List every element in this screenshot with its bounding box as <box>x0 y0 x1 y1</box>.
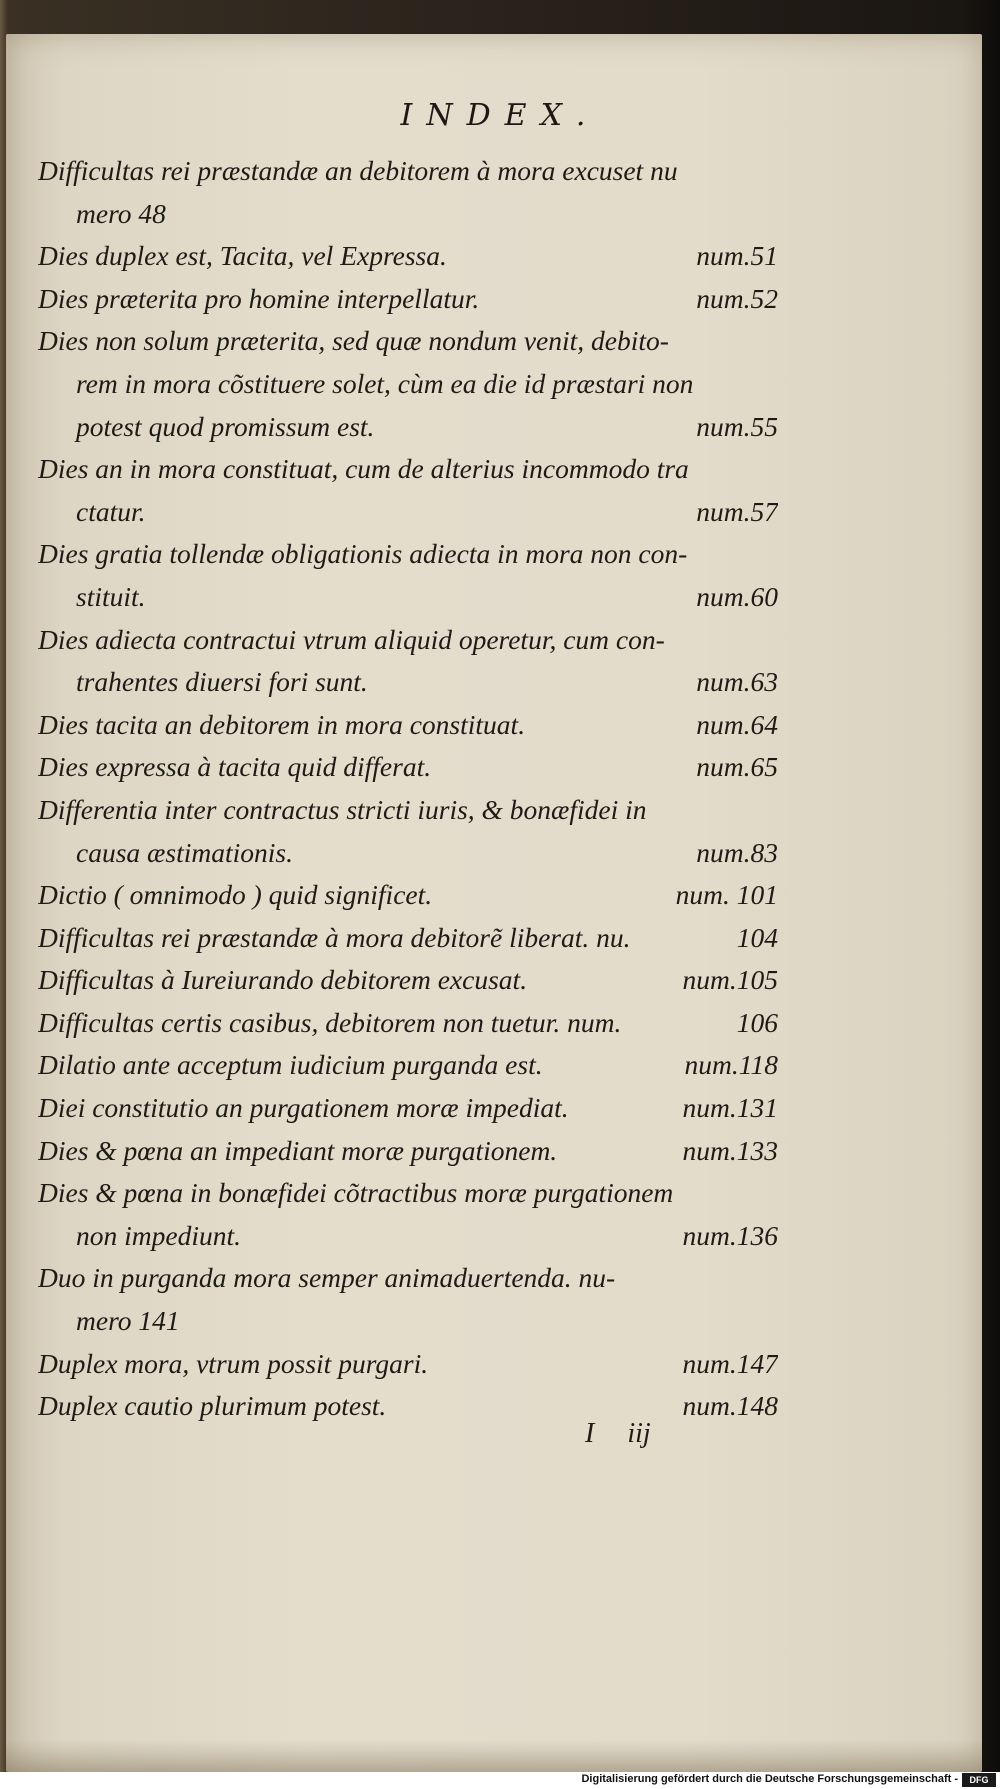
entry-text: Dies & pœna an impediant moræ purgationem. <box>38 1134 558 1166</box>
entry-headword-line <box>38 959 778 1002</box>
entry-text: non impediunt. <box>76 1219 241 1251</box>
entry-text: Dies gratia tollendæ obligationis adiecta in mora non con- <box>38 538 688 570</box>
entry-continuation-line <box>38 491 778 534</box>
index-entry <box>38 1172 778 1257</box>
entry-reference: num.57 <box>696 495 778 527</box>
entry-continuation-line <box>38 1300 778 1343</box>
entry-reference: num.64 <box>696 708 778 740</box>
entry-text: Dies adiecta contractui vtrum aliquid operetur, cum con- <box>38 623 665 655</box>
entry-text: Duplex cautio plurimum potest. <box>38 1390 387 1422</box>
entry-headword-line <box>38 789 778 832</box>
entry-text: stituit. <box>76 580 146 612</box>
index-entry <box>38 1130 778 1173</box>
entry-headword-line <box>38 278 778 321</box>
entry-headword-line <box>38 1343 778 1386</box>
running-head: INDEX. <box>400 98 600 133</box>
entry-headword-line <box>38 1130 778 1173</box>
index-entry <box>38 1044 778 1087</box>
entry-headword-line <box>38 1002 778 1045</box>
entry-text: Dies præterita pro homine interpellatur. <box>38 282 480 314</box>
index-entry <box>38 619 778 704</box>
digitization-footer <box>0 1772 1000 1789</box>
entry-headword-line <box>38 1257 778 1300</box>
entry-reference: 106 <box>736 1006 778 1038</box>
entry-headword-line <box>38 448 778 491</box>
entry-reference: num.131 <box>682 1092 778 1124</box>
entry-reference: num.136 <box>682 1219 778 1251</box>
entry-reference: num. 101 <box>675 879 778 911</box>
index-entry <box>38 1002 778 1045</box>
index-entry <box>38 1385 778 1428</box>
entry-continuation-line <box>38 661 778 704</box>
entry-headword-line <box>38 917 778 960</box>
entry-text: mero 141 <box>76 1305 180 1337</box>
entry-headword-line <box>38 150 778 193</box>
index-entry <box>38 704 778 747</box>
entry-text: causa æstimationis. <box>76 836 293 868</box>
entry-text: rem in mora cõstituere solet, cùm ea die id præstari non <box>76 367 694 399</box>
index-entry <box>38 959 778 1002</box>
entry-text: Differentia inter contractus stricti iuris, & bonæfidei in <box>38 793 647 825</box>
entry-text: mero 48 <box>76 197 166 229</box>
entry-headword-line <box>38 1172 778 1215</box>
index-entry <box>38 874 778 917</box>
entry-reference: 104 <box>736 921 778 953</box>
entry-reference: num.60 <box>696 580 778 612</box>
entry-reference: num.147 <box>682 1347 778 1379</box>
index-entry <box>38 1087 778 1130</box>
entry-reference: num.105 <box>682 964 778 996</box>
footer-credit: Digitalisierung gefördert durch die Deutsche Forschungsgemeinschaft - <box>581 1773 958 1785</box>
entry-headword-line <box>38 1044 778 1087</box>
entry-headword-line <box>38 320 778 363</box>
entry-text: Dies expressa à tacita quid differat. <box>38 751 432 783</box>
entry-headword-line <box>38 619 778 662</box>
entry-reference: num.55 <box>696 410 778 442</box>
entry-text: trahentes diuersi fori sunt. <box>76 666 368 698</box>
entry-text: Dies & pœna in bonæfidei cõtractibus moræ purgationem <box>38 1177 674 1209</box>
entry-reference: num.63 <box>696 666 778 698</box>
index-entry <box>38 278 778 321</box>
entry-text: Dies an in mora constituat, cum de alterius incommodo tra <box>38 453 689 485</box>
entry-headword-line <box>38 874 778 917</box>
entry-text: Dies tacita an debitorem in mora constituat. <box>38 708 526 740</box>
entry-text: Difficultas certis casibus, debitorem non tuetur. num. <box>38 1006 622 1038</box>
entry-text: potest quod promissum est. <box>76 410 375 442</box>
entry-continuation-line <box>38 193 778 236</box>
index-list <box>38 150 778 1428</box>
entry-reference: num.133 <box>682 1134 778 1166</box>
entry-reference: num.148 <box>682 1390 778 1422</box>
entry-text: Dies duplex est, Tacita, vel Expressa. <box>38 240 447 272</box>
index-entry <box>38 1257 778 1342</box>
entry-continuation-line <box>38 832 778 875</box>
entry-reference: num.83 <box>696 836 778 868</box>
index-entry <box>38 448 778 533</box>
entry-text: Difficultas à Iureiurando debitorem excusat. <box>38 964 528 996</box>
index-entry <box>38 1343 778 1386</box>
entry-text: Duo in purganda mora semper animaduertenda. nu- <box>38 1262 616 1294</box>
entry-text: Diei constitutio an purgationem moræ impediat. <box>38 1092 569 1124</box>
entry-text: ctatur. <box>76 495 146 527</box>
index-entry <box>38 746 778 789</box>
entry-continuation-line <box>38 363 778 406</box>
page-edge-shadow <box>6 1740 982 1772</box>
entry-text: Dies non solum præterita, sed quæ nondum venit, debito- <box>38 325 669 357</box>
entry-reference: num.51 <box>696 240 778 272</box>
entry-reference: num.118 <box>684 1049 778 1081</box>
entry-headword-line <box>38 235 778 278</box>
index-entry <box>38 150 778 235</box>
entry-headword-line <box>38 1087 778 1130</box>
entry-text: Dilatio ante acceptum iudicium purganda est. <box>38 1049 543 1081</box>
index-entry <box>38 533 778 618</box>
entry-text: Duplex mora, vtrum possit purgari. <box>38 1347 429 1379</box>
entry-text: Difficultas rei præstandæ à mora debitorẽ liberat. nu. <box>38 921 631 953</box>
entry-text: Difficultas rei præstandæ an debitorem à mora excuset nu <box>38 155 678 186</box>
index-entry <box>38 235 778 278</box>
index-entry <box>38 320 778 448</box>
entry-reference: num.65 <box>696 751 778 783</box>
index-entry <box>38 917 778 960</box>
entry-headword-line <box>38 1385 778 1428</box>
entry-text: Dictio ( omnimodo ) quid significet. <box>38 879 433 911</box>
dfg-logo-icon: DFG <box>962 1773 996 1787</box>
entry-headword-line <box>38 704 778 747</box>
entry-headword-line <box>38 533 778 576</box>
entry-headword-line <box>38 746 778 789</box>
index-entry <box>38 789 778 874</box>
signature-mark: I iij <box>585 1418 651 1449</box>
entry-reference: num.52 <box>696 282 778 314</box>
entry-continuation-line <box>38 576 778 619</box>
entry-continuation-line <box>38 406 778 449</box>
entry-continuation-line <box>38 1215 778 1258</box>
